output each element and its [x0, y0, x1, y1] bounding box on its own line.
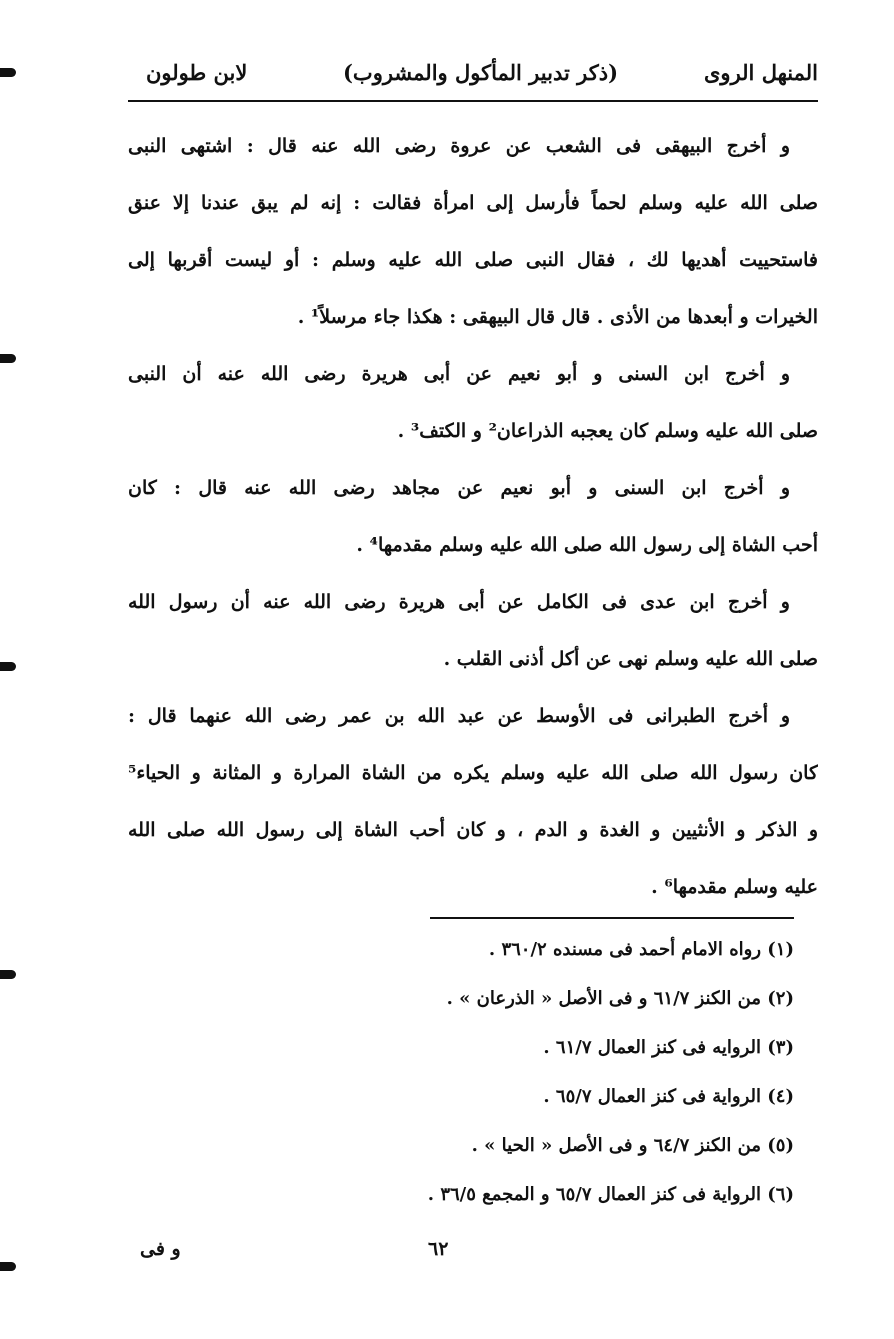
scan-edge-mark	[0, 662, 16, 671]
text-line: و أخرج ابن عدى فى الكامل عن أبى هريرة رضى الله عنه أن رسول الله	[128, 591, 790, 613]
footnote: (٢) من الكنز ٦١/٧ و فى الأصل « الذرعان » .	[446, 988, 794, 1009]
scan-edge-mark	[0, 1262, 16, 1271]
footnote: (٣) الروايه فى كنز العمال ٦١/٧ .	[543, 1037, 794, 1058]
text-line: و أخرج ابن السنى و أبو نعيم عن مجاهد رضى الله عنه قال : كان	[128, 477, 790, 499]
footnote: (١) رواه الامام أحمد فى مسنده ٣٦٠/٢ .	[488, 939, 794, 960]
text-line: فاستحييت أهديها لك ، فقال النبى صلى الله عليه وسلم : أو ليست أقربها إلى	[128, 249, 818, 271]
footnote-separator	[430, 917, 794, 919]
scan-edge-mark	[0, 970, 16, 979]
text-line: صلى الله عليه وسلم نهى عن أكل أذنى القلب .	[443, 648, 818, 670]
text-line: كان رسول الله صلى الله عليه وسلم يكره من الشاة المرارة و المثانة و الحياء⁵	[128, 762, 818, 784]
scan-edge-mark	[0, 354, 16, 363]
text-line: صلى الله عليه وسلم كان يعجبه الذراعان² و الكتف³ .	[397, 420, 818, 442]
header-author: لابن طولون	[146, 60, 248, 85]
header-chapter-title: (ذكر تدبير المأكول والمشروب)	[343, 60, 618, 85]
running-header	[128, 52, 818, 96]
scan-edge-mark	[0, 68, 16, 77]
text-line: و أخرج ابن السنى و أبو نعيم عن أبى هريرة رضى الله عنه أن النبى	[128, 363, 790, 385]
footnotes	[194, 925, 794, 1219]
text-line: و الذكر و الأنثيين و الغدة و الدم ، و كان أحب الشاة إلى رسول الله صلى الله	[128, 819, 818, 841]
header-book-title: المنهل الروى	[703, 60, 818, 85]
page-number: ٦٢	[428, 1238, 449, 1260]
footnote: (٦) الرواية فى كنز العمال ٦٥/٧ و المجمع ٣٦/٥ .	[427, 1184, 794, 1205]
footnote: (٥) من الكنز ٦٤/٧ و فى الأصل « الحيا » .	[471, 1135, 794, 1156]
text-line: صلى الله عليه وسلم لحماً فأرسل إلى امرأة فقالت : إنه لم يبق عندنا إلا عنق	[128, 192, 818, 214]
text-line: أحب الشاة إلى رسول الله صلى الله عليه وسلم مقدمها⁴ .	[356, 534, 818, 556]
footnote: (٤) الرواية فى كنز العمال ٦٥/٧ .	[543, 1086, 794, 1107]
catchword: و فى	[140, 1238, 181, 1260]
main-text	[128, 118, 818, 916]
text-line: و أخرج الطبرانى فى الأوسط عن عبد الله بن عمر رضى الله عنهما قال :	[128, 705, 790, 727]
text-line: عليه وسلم مقدمها⁶ .	[651, 876, 818, 898]
text-line: و أخرج البيهقى فى الشعب عن عروة رضى الله عنه قال : اشتهى النبى	[128, 135, 790, 157]
header-rule	[128, 100, 818, 102]
text-line: الخيرات و أبعدها من الأذى . قال قال البيهقى : هكذا جاء مرسلاً¹ .	[297, 306, 818, 328]
